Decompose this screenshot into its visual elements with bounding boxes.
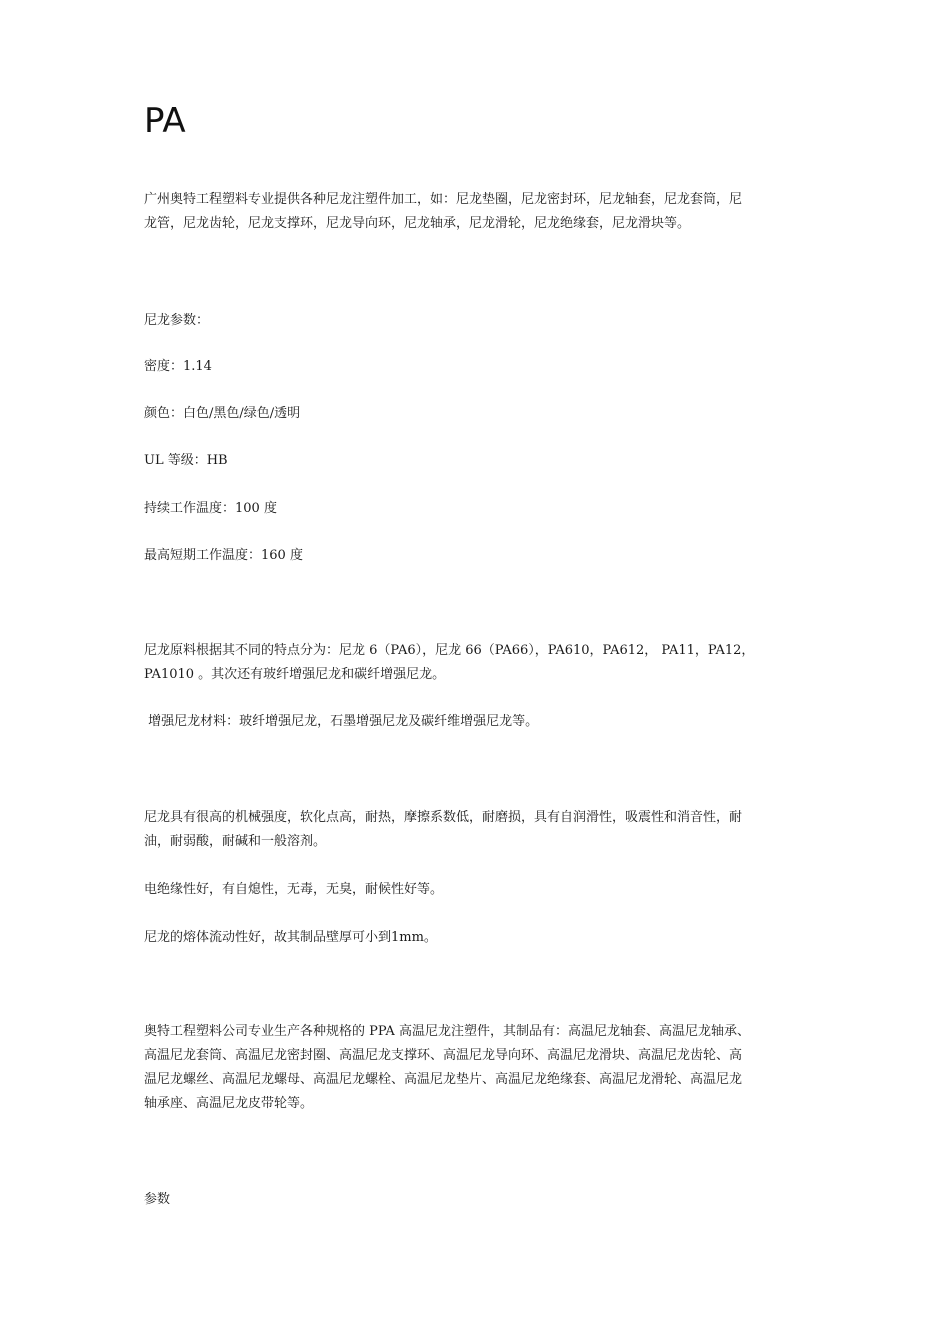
param-density: 密度：1.14 [144,359,212,374]
reinforced-paragraph: 增强尼龙材料：玻纤增强尼龙，石墨增强尼龙及碳纤维增强尼龙等。 [144,714,539,729]
param-continuous-temp: 持续工作温度：100 度 [144,501,277,516]
footer-heading: 参数 [144,1192,171,1207]
params-heading: 尼龙参数： [144,313,210,328]
param-color: 颜色：白色/黑色/绿色/透明 [144,406,301,421]
param-max-short-temp: 最高短期工作温度：160 度 [144,548,303,563]
properties-paragraph-1: 尼龙具有很高的机械强度，软化点高，耐热，摩擦系数低，耐磨损，具有自润滑性，吸震性和消音性，耐 油，耐弱酸，耐碱和一般溶剂。 [144,810,743,849]
page-title: PA [144,101,186,141]
param-ul-grade: UL 等级：HB [144,453,228,468]
properties-paragraph-2: 电绝缘性好，有自熄性，无毒，无臭，耐候性好等。 [144,882,444,897]
ppa-products-paragraph: 奥特工程塑料公司专业生产各种规格的 PPA 高温尼龙注塑件，其制品有：高温尼龙轴套、高温尼龙轴承、 高温尼龙套筒、高温尼龙密封圈、高温尼龙支撑环、高温尼龙导向环、高温尼龙滑块、高温尼龙齿轮、高 温尼龙螺丝、高温尼龙螺母、高温尼龙螺栓、高温尼龙垫片、高温尼龙绝缘套、高温尼龙滑轮、高温尼龙 轴承座、高温尼龙皮带轮等。 [144,1024,750,1111]
intro-paragraph: 广州奥特工程塑料专业提供各种尼龙注塑件加工，如：尼龙垫圈，尼龙密封环，尼龙轴套，尼龙套筒，尼 龙管，尼龙齿轮，尼龙支撑环，尼龙导向环，尼龙轴承，尼龙滑轮，尼龙绝缘套，尼龙滑块等。 [144,192,743,231]
types-paragraph: 尼龙原料根据其不同的特点分为：尼龙 6（PA6），尼龙 66（PA66），PA610，PA612， PA11，PA12， PA1010 。其次还有玻纤增强尼龙和碳纤增强尼龙。 [144,643,755,682]
properties-paragraph-3: 尼龙的熔体流动性好，故其制品壁厚可小到1mm。 [144,930,437,945]
